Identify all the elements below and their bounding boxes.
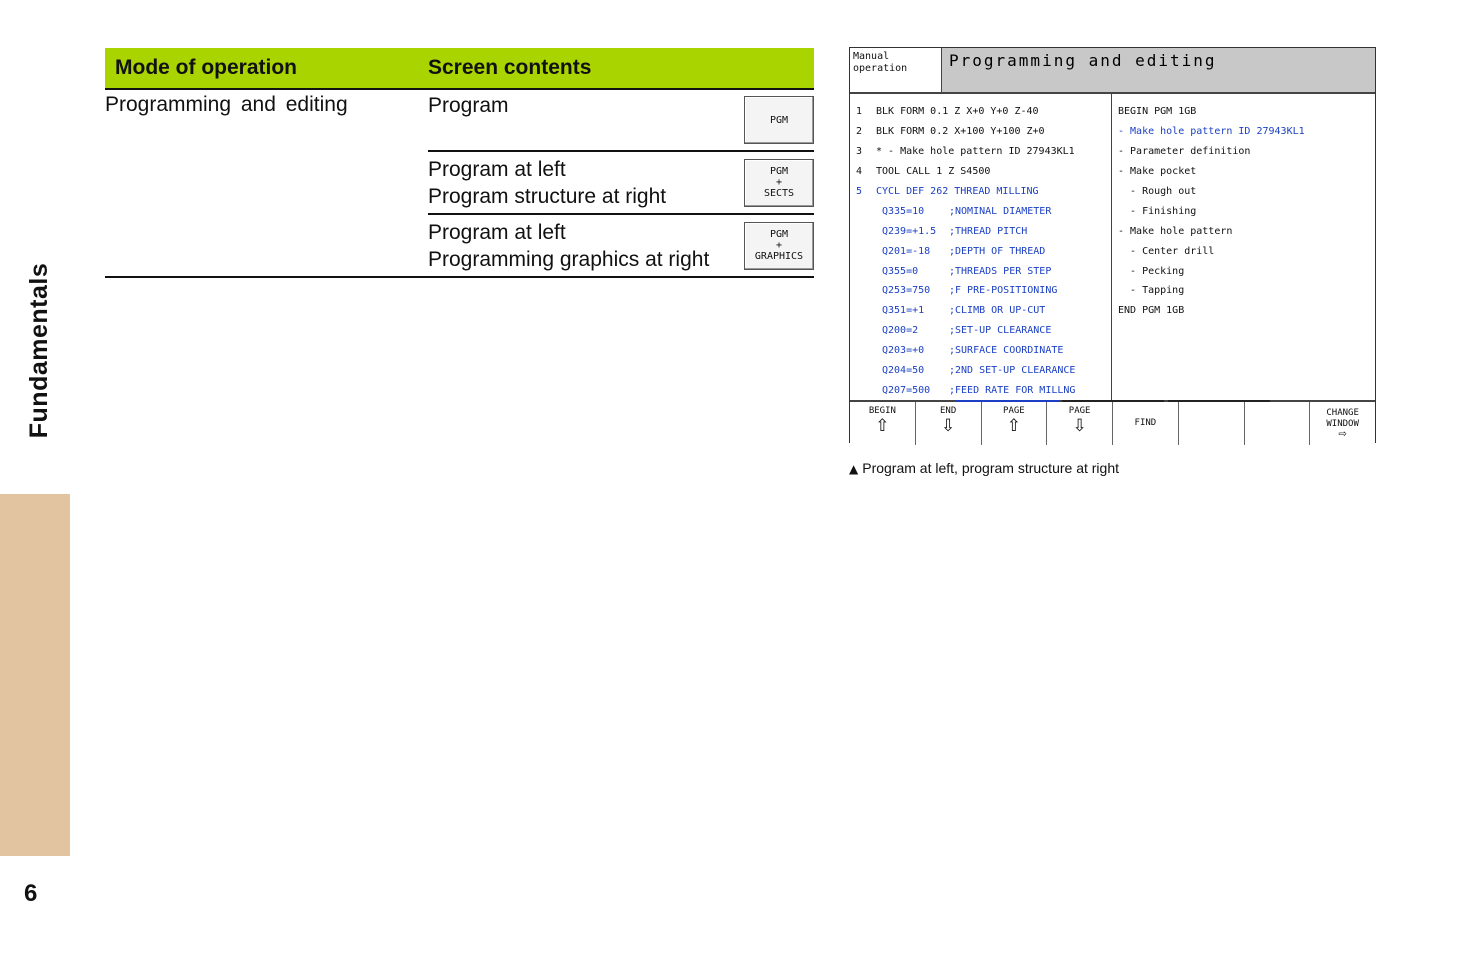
empty-softkey[interactable] xyxy=(1179,402,1245,445)
program-line[interactable] xyxy=(856,142,1111,162)
header-mode: Mode of operation xyxy=(115,56,297,79)
screen-description-line1: Program xyxy=(428,94,509,117)
mode-of-operation-table xyxy=(105,48,814,278)
table-row xyxy=(428,90,814,150)
program-line[interactable] xyxy=(856,261,1111,281)
parameter-name: Q200=2 xyxy=(882,325,919,337)
page-down-softkey[interactable] xyxy=(1047,402,1113,445)
middle-scroll-indicator xyxy=(1062,400,1164,402)
structure-item[interactable]: - Parameter definition xyxy=(1118,146,1251,158)
program-line[interactable] xyxy=(856,241,1111,261)
program-line[interactable] xyxy=(856,122,1111,142)
softkey-label-top: PGM xyxy=(769,229,789,240)
table-body xyxy=(105,90,814,278)
structure-window[interactable] xyxy=(1112,94,1375,400)
tnc-header xyxy=(850,48,1375,94)
nc-block-text: TOOL CALL 1 Z S4500 xyxy=(876,166,991,178)
mode-cell: Programming and editing xyxy=(105,93,348,116)
parameter-name: Q355=0 xyxy=(882,265,919,277)
screen-description-line1: Program at left xyxy=(428,157,566,181)
screen-description xyxy=(428,156,666,210)
line-number: 2 xyxy=(856,126,863,138)
softkey-label-bottom: GRAPHICS xyxy=(754,251,804,262)
structure-item[interactable]: - Pecking xyxy=(1118,265,1185,277)
line-number: 3 xyxy=(856,146,863,158)
begin-label: BEGIN xyxy=(868,406,896,416)
program-line[interactable] xyxy=(856,301,1111,321)
structure-item[interactable]: - Tapping xyxy=(1118,285,1185,297)
figure-caption xyxy=(849,460,1119,476)
parameter-comment: ;SET-UP CLEARANCE xyxy=(949,325,1052,337)
line-number: 5 xyxy=(856,186,863,197)
parameter-name: Q201=-18 xyxy=(882,245,931,257)
nc-block-text: BLK FORM 0.1 Z X+0 Y+0 Z-40 xyxy=(876,106,1039,118)
screen-contents-cell xyxy=(428,90,814,276)
parameter-comment: ;2ND SET-UP CLEARANCE xyxy=(949,365,1076,377)
parameter-comment: ;SURFACE COORDINATE xyxy=(949,345,1064,357)
arrow-up-to-top-icon: ⇧ xyxy=(875,416,890,436)
program-line[interactable] xyxy=(856,341,1111,361)
line-number: 1 xyxy=(856,106,863,118)
left-scroll-indicator xyxy=(956,400,1060,402)
begin-softkey[interactable] xyxy=(850,402,916,445)
triangle-up-icon: ▲ xyxy=(849,462,859,476)
arrow-right-icon: ⇨ xyxy=(1338,428,1347,440)
parameter-name: Q335=10 xyxy=(882,205,925,217)
machine-mode-line2: operation xyxy=(853,63,908,74)
program-line[interactable] xyxy=(856,221,1111,241)
softkey-label-top: PGM xyxy=(769,166,789,177)
parameter-name: Q204=50 xyxy=(882,365,925,377)
arrow-down-icon: ⇩ xyxy=(1072,416,1087,436)
machine-mode-line1: Manual xyxy=(853,51,890,62)
machine-mode-indicator xyxy=(850,48,942,92)
softkey-label-plus: + xyxy=(775,177,783,188)
nc-block-text: CYCL DEF 262 THREAD MILLING xyxy=(876,186,1039,197)
empty-softkey[interactable] xyxy=(1245,402,1311,445)
page-up-softkey[interactable] xyxy=(982,402,1048,445)
change-window-softkey[interactable] xyxy=(1310,402,1375,445)
tnc-body xyxy=(850,94,1375,402)
chapter-title: Fundamentals xyxy=(25,262,54,438)
parameter-name: Q253=750 xyxy=(882,285,931,297)
program-window[interactable] xyxy=(850,94,1112,400)
screen-description xyxy=(428,219,709,273)
right-scroll-indicator xyxy=(1168,400,1270,402)
parameter-comment: ;CLIMB OR UP-CUT xyxy=(949,305,1046,317)
chapter-tab-label xyxy=(12,200,68,500)
arrow-down-to-bottom-icon: ⇩ xyxy=(941,416,956,436)
arrow-up-icon: ⇧ xyxy=(1006,416,1021,436)
structure-item[interactable]: - Make hole pattern xyxy=(1118,225,1233,237)
parameter-name: Q351=+1 xyxy=(882,305,925,317)
program-line[interactable] xyxy=(856,321,1111,341)
chapter-tab-band xyxy=(0,494,70,856)
program-line[interactable] xyxy=(856,281,1111,301)
parameter-name: Q207=500 xyxy=(882,384,931,396)
program-line[interactable] xyxy=(856,102,1111,122)
pgm-sects-softkey[interactable] xyxy=(744,159,814,207)
window-scroll-indicators xyxy=(850,398,1375,402)
parameter-comment: ;DEPTH OF THREAD xyxy=(949,245,1046,257)
softkey-label: PGM xyxy=(769,114,789,126)
table-header xyxy=(105,48,814,90)
window-label: WINDOW xyxy=(1326,418,1359,429)
program-line[interactable] xyxy=(856,361,1111,381)
parameter-comment: ;FEED RATE FOR MILLNG xyxy=(949,384,1076,396)
parameter-comment: ;F PRE-POSITIONING xyxy=(949,285,1058,297)
screen-description-line2: Program structure at right xyxy=(428,184,667,208)
header-screen-contents: Screen contents xyxy=(428,56,592,79)
pgm-softkey[interactable] xyxy=(744,96,814,144)
table-row xyxy=(428,150,814,213)
programming-mode-title: Programming and editing xyxy=(942,48,1375,92)
structure-item[interactable]: BEGIN PGM 1GB xyxy=(1118,106,1197,118)
page-up-label: PAGE xyxy=(1003,406,1025,416)
change-label: CHANGE xyxy=(1326,407,1359,418)
structure-item[interactable]: - Make hole pattern ID 27943KL1 xyxy=(1118,126,1305,138)
parameter-comment: ;THREADS PER STEP xyxy=(949,265,1052,277)
pgm-graphics-softkey[interactable] xyxy=(744,222,814,270)
line-number: 4 xyxy=(856,166,863,178)
page-number: 6 xyxy=(24,880,38,907)
screen-description xyxy=(428,92,509,119)
parameter-name: Q203=+0 xyxy=(882,345,925,357)
find-softkey[interactable] xyxy=(1113,402,1179,445)
caption-text: Program at left, program structure at right xyxy=(862,460,1119,476)
structure-item[interactable]: END PGM 1GB xyxy=(1118,305,1185,317)
structure-item[interactable]: - Rough out xyxy=(1118,186,1197,197)
tnc-softkey-row xyxy=(850,402,1375,445)
program-line[interactable] xyxy=(856,201,1111,221)
parameter-name: Q239=+1.5 xyxy=(882,225,937,237)
screen-description-line2: Programming graphics at right xyxy=(428,247,710,271)
structure-item[interactable]: - Finishing xyxy=(1118,205,1197,217)
nc-block-text: * - Make hole pattern ID 27943KL1 xyxy=(876,146,1075,158)
page-down-label: PAGE xyxy=(1068,406,1091,416)
find-label: FIND xyxy=(1134,418,1157,428)
end-softkey[interactable] xyxy=(916,402,982,445)
parameter-comment: ;NOMINAL DIAMETER xyxy=(949,205,1052,217)
nc-block-text: BLK FORM 0.2 X+100 Y+100 Z+0 xyxy=(876,126,1045,138)
structure-item[interactable]: - Center drill xyxy=(1118,245,1215,257)
program-line[interactable] xyxy=(856,182,1111,202)
table-row xyxy=(428,213,814,276)
softkey-label-plus: + xyxy=(775,240,783,251)
screen-description-line1: Program at left xyxy=(428,220,566,244)
end-label: END xyxy=(939,406,957,416)
structure-item[interactable]: - Make pocket xyxy=(1118,166,1197,178)
softkey-label-bottom: SECTS xyxy=(763,188,795,199)
tnc-screen xyxy=(849,47,1376,443)
parameter-comment: ;THREAD PITCH xyxy=(949,225,1028,237)
program-line[interactable] xyxy=(856,162,1111,182)
